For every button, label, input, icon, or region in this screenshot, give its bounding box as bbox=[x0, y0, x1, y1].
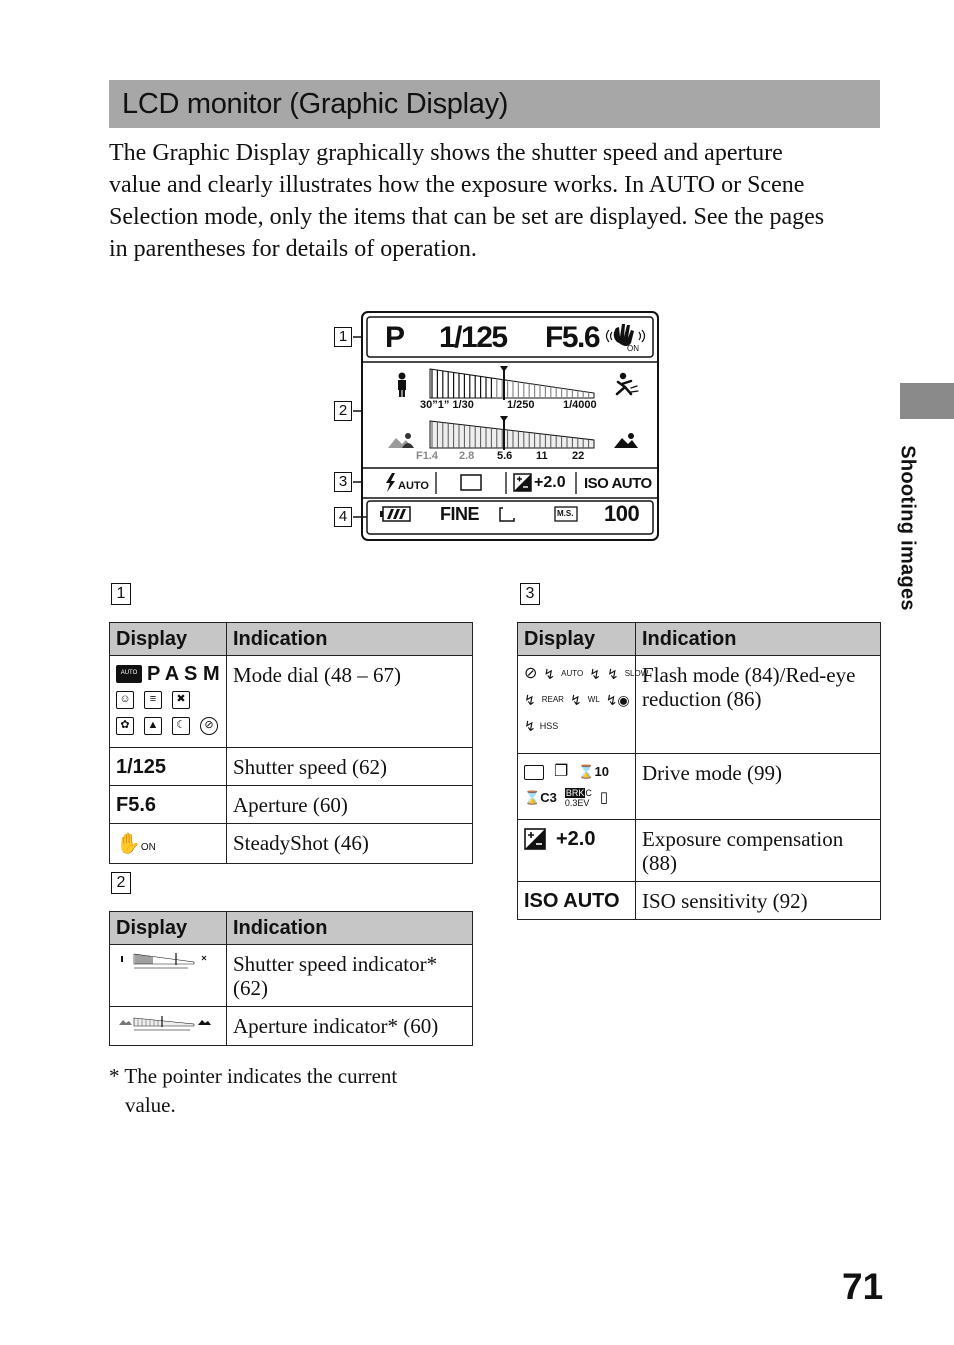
display-cell: 1/125 bbox=[110, 748, 227, 786]
battery-icon bbox=[380, 507, 410, 521]
indication-cell: Shutter speed (62) bbox=[227, 748, 473, 786]
exposure-value: +2.0 bbox=[534, 474, 566, 491]
rear-sync-icon: ↯ bbox=[524, 692, 536, 708]
flash-auto-label: AUTO bbox=[561, 669, 584, 678]
self-timer-c3-label: C3 bbox=[540, 790, 557, 805]
page-number: 71 bbox=[842, 1266, 884, 1307]
display-cell bbox=[110, 824, 227, 864]
indication-cell: Aperture (60) bbox=[227, 786, 473, 824]
aperture-scale-label: 11 bbox=[536, 450, 548, 462]
bracket-label: BRK bbox=[565, 788, 585, 798]
exposure-compensation-icon bbox=[514, 474, 531, 491]
indication-cell: Mode dial (48 – 67) bbox=[227, 656, 473, 748]
table-row bbox=[518, 656, 881, 754]
exposure-compensation-icon bbox=[524, 828, 546, 850]
high-speed-sync-icon: ↯ bbox=[524, 718, 536, 734]
single-shot-drive-icon bbox=[461, 475, 481, 490]
table-header-row bbox=[110, 623, 473, 656]
indication-cell: Aperture indicator* (60) bbox=[227, 1007, 473, 1046]
column-header: Indication bbox=[227, 912, 473, 945]
display-cell bbox=[518, 820, 636, 882]
chapter-label-text: Shooting images bbox=[896, 444, 919, 611]
flash-auto-icon: ↯ bbox=[543, 666, 556, 682]
column-header: Display bbox=[110, 912, 227, 945]
footnote bbox=[109, 1062, 469, 1120]
callout-2: 2 bbox=[334, 401, 352, 421]
aperture-scale-label: 5.6 bbox=[497, 450, 513, 462]
shutter-scale-label: 1/250 bbox=[507, 399, 535, 411]
bracket-continuous-label: C bbox=[585, 788, 592, 798]
wireless-flash-icon: ↯ bbox=[569, 692, 582, 708]
indication-cell: SteadyShot (46) bbox=[227, 824, 473, 864]
display-cell bbox=[518, 754, 636, 820]
sports-scene-icon: ✖ bbox=[172, 691, 190, 709]
portrait-scene-icon: ☺ bbox=[116, 691, 134, 709]
exposure-value: +2.0 bbox=[556, 828, 596, 850]
steadyshot-icon: ✋ bbox=[116, 833, 141, 855]
lcd-graphic-display-illustration bbox=[326, 306, 666, 546]
auto-mode-icon: AUTO bbox=[116, 665, 142, 683]
column-header: Display bbox=[110, 623, 227, 656]
metering-label: M.S. bbox=[557, 509, 574, 518]
table-header-row bbox=[110, 912, 473, 945]
table-row bbox=[110, 945, 473, 1007]
table-row bbox=[110, 786, 473, 824]
remote-commander-icon: ▯ bbox=[599, 789, 609, 806]
shutter-scale-label: 1/4000 bbox=[563, 399, 597, 411]
lcd-aperture: F5.6 bbox=[545, 321, 600, 354]
self-timer-10-icon: ⌛10 bbox=[578, 764, 609, 779]
display-cell bbox=[110, 1007, 227, 1046]
display-cell: ISO AUTO bbox=[518, 882, 636, 920]
column-header: Indication bbox=[636, 623, 881, 656]
table-row bbox=[110, 1007, 473, 1046]
callout-1: 1 bbox=[334, 327, 352, 347]
steadyshot-on-label: ON bbox=[140, 842, 156, 853]
table-row bbox=[518, 882, 881, 920]
indication-cell: ISO sensitivity (92) bbox=[636, 882, 881, 920]
bracket-step-label: 0.3EV bbox=[564, 798, 590, 808]
flash-off-icon: ⊘ bbox=[200, 717, 218, 735]
flash-off-icon: ⊘ bbox=[524, 665, 538, 682]
table2-badge: 2 bbox=[111, 872, 131, 894]
slow-sync-icon: ↯ bbox=[606, 666, 619, 682]
column-header: Indication bbox=[227, 623, 473, 656]
landscape-scene-icon: ≡ bbox=[144, 691, 162, 709]
aperture-scale-label: 22 bbox=[572, 450, 585, 462]
self-timer-10-label: 10 bbox=[594, 764, 609, 779]
indication-cell: Drive mode (99) bbox=[636, 754, 881, 820]
night-scene-icon: ☾ bbox=[172, 717, 190, 735]
wireless-flash-label: WL bbox=[587, 695, 600, 704]
section-title: LCD monitor (Graphic Display) bbox=[109, 80, 880, 128]
rear-sync-label: REAR bbox=[541, 695, 564, 704]
intro-paragraph bbox=[109, 137, 884, 265]
bracket-icon bbox=[565, 788, 592, 808]
lcd-mode: P bbox=[385, 321, 405, 354]
table-section-2 bbox=[109, 911, 473, 1046]
table-row bbox=[110, 656, 473, 748]
lcd-steadyshot-on: ON bbox=[627, 344, 639, 353]
lcd-shutter: 1/125 bbox=[439, 321, 507, 354]
display-cell bbox=[518, 656, 649, 754]
single-shot-icon bbox=[524, 765, 544, 780]
table-row bbox=[518, 754, 881, 820]
fill-flash-icon: ↯ bbox=[589, 666, 601, 682]
display-cell bbox=[110, 656, 227, 748]
chapter-tab-marker bbox=[900, 383, 954, 419]
intro-line: in parentheses for details of operation. bbox=[109, 236, 477, 262]
shutter-speed-indicator-icon bbox=[116, 952, 212, 972]
footnote-line: * The pointer indicates the current bbox=[109, 1064, 398, 1088]
red-eye-icon: ↯◉ bbox=[605, 692, 630, 708]
sunset-scene-icon: ▲ bbox=[144, 717, 162, 735]
intro-line: The Graphic Display graphically shows the shutter speed and aperture bbox=[109, 140, 783, 166]
table-row bbox=[110, 824, 473, 864]
table3-badge: 3 bbox=[520, 583, 540, 605]
table-section-3 bbox=[517, 622, 881, 920]
intro-line: value and clearly illustrates how the exposure works. In AUTO or Scene bbox=[109, 172, 805, 198]
table-row bbox=[110, 748, 473, 786]
macro-scene-icon: ✿ bbox=[116, 717, 134, 735]
indication-cell: Shutter speed indicator* (62) bbox=[227, 945, 473, 1007]
indication-cell: Exposure compensation (88) bbox=[636, 820, 881, 882]
table-section-1 bbox=[109, 622, 473, 864]
display-cell: F5.6 bbox=[110, 786, 227, 824]
iso-value: ISO AUTO bbox=[584, 475, 652, 492]
footnote-line: value. bbox=[125, 1093, 176, 1117]
aperture-scale-label: F1.4 bbox=[416, 450, 439, 462]
intro-line: Selection mode, only the items that can be set are displayed. See the pages bbox=[109, 204, 825, 230]
aperture-scale-label: 2.8 bbox=[459, 450, 475, 462]
callout-3: 3 bbox=[334, 472, 352, 492]
slow-sync-label: SLOW bbox=[624, 669, 649, 678]
indication-cell: Flash mode (84)/Red-eye reduction (86) bbox=[636, 656, 881, 754]
mode-letters: P A S M bbox=[147, 663, 220, 685]
column-header: Display bbox=[518, 623, 636, 656]
table-header-row bbox=[518, 623, 881, 656]
chapter-side-label bbox=[890, 440, 924, 615]
aperture-indicator-icon bbox=[116, 1014, 212, 1034]
table-row bbox=[518, 820, 881, 882]
remaining-shots: 100 bbox=[604, 501, 640, 526]
table1-badge: 1 bbox=[111, 583, 131, 605]
shutter-scale-label: 30”1” 1/30 bbox=[420, 399, 474, 411]
continuous-shot-icon: ❐ bbox=[554, 763, 569, 780]
flash-auto-label: AUTO bbox=[398, 480, 429, 492]
display-cell bbox=[110, 945, 227, 1007]
callout-4: 4 bbox=[334, 507, 352, 527]
image-quality: FINE bbox=[440, 504, 480, 524]
self-timer-continuous-icon: ⌛C3 bbox=[524, 790, 557, 805]
high-speed-sync-label: HSS bbox=[539, 721, 559, 731]
